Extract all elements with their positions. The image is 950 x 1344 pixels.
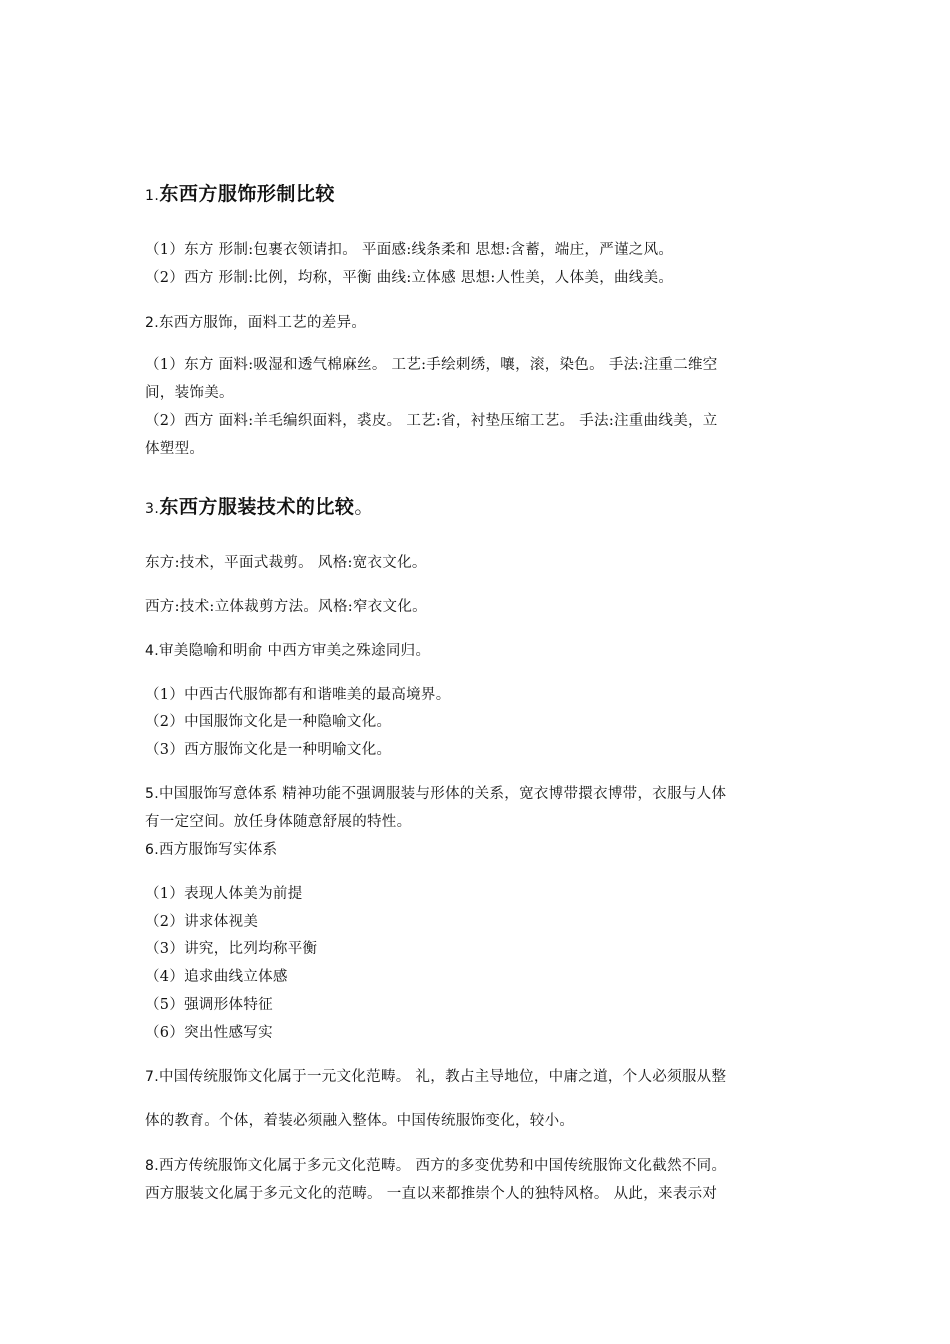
section-4-number: 4. xyxy=(145,643,159,659)
section-8-number: 8. xyxy=(145,1158,159,1174)
section-6-item: （4）追求曲线立体感 xyxy=(145,969,288,985)
section-6-item: （5）强调形体特征 xyxy=(145,997,273,1013)
section-6-item: （2）讲求体视美 xyxy=(145,914,259,930)
section-2-item: （1）东方 面料:吸湿和透气棉麻丝。 工艺:手绘刺绣，嚷，滚，染色。 手法:注重二维空 xyxy=(145,357,718,373)
section-1-heading xyxy=(145,181,335,209)
section-6-item: （1）表现人体美为前提 xyxy=(145,886,303,902)
section-5-line: 有一定空间。放任身体随意舒展的特性。 xyxy=(145,814,412,830)
section-7-line: 体的教育。个体，着装必须融入整体。中国传统服饰变化，较小。 xyxy=(145,1113,575,1129)
section-7-line xyxy=(145,1067,726,1087)
section-4-item: （1）中西古代服饰都有和谐唯美的最高境界。 xyxy=(145,687,451,703)
section-2-title: 东西方服饰，面料工艺的差异。 xyxy=(158,315,367,331)
section-3-number: 3. xyxy=(145,501,160,517)
section-8-text: 西方传统服饰文化属于多元文化范畴。 西方的多变优势和中国传统服饰文化截然不同。 xyxy=(158,1158,727,1174)
section-1-title: 东西方服饰形制比较 xyxy=(159,183,335,205)
section-7-number: 7. xyxy=(145,1069,159,1085)
section-3-heading xyxy=(145,494,374,522)
section-7-text: 中国传统服饰文化属于一元文化范畴。 礼，教占主导地位，中庸之道，个人必须服从整 xyxy=(158,1069,727,1085)
section-2-heading xyxy=(145,313,366,333)
section-4-title: 审美隐喻和明俞 中西方审美之殊途同归。 xyxy=(158,643,431,659)
section-1-item: （2）西方 形制:比例，均称，平衡 曲线:立体感 思想:人性美，人体美，曲线美。 xyxy=(145,270,674,286)
section-1-item: （1）东方 形制:包裹衣领请扣。 平面感:线条柔和 思想:含蓄，端庄，严谨之风。 xyxy=(145,242,674,258)
section-3-item: 西方:技术:立体裁剪方法。风格:窄衣文化。 xyxy=(145,599,427,615)
section-3-item: 东方:技术，平面式裁剪。 风格:宽衣文化。 xyxy=(145,555,427,571)
section-5-line xyxy=(145,784,726,804)
section-8-line: 西方服装文化属于多元文化的范畴。 一直以来都推崇个人的独特风格。 从此，来表示对 xyxy=(145,1186,718,1202)
section-6-item: （6）突出性感写实 xyxy=(145,1025,273,1041)
section-6-item: （3）讲究，比列均称平衡 xyxy=(145,941,318,957)
section-6-title: 西方服饰写实体系 xyxy=(158,842,278,858)
section-2-number: 2. xyxy=(145,315,159,331)
section-3-title: 东西方服装技术的比较 xyxy=(159,496,355,518)
section-2-item: 间，装饰美。 xyxy=(145,385,234,401)
section-1-number: 1. xyxy=(145,188,160,204)
section-4-item: （2）中国服饰文化是一种隐喻文化。 xyxy=(145,714,392,730)
section-2-item: 体塑型。 xyxy=(145,441,205,457)
section-5-text: 中国服饰写意体系 精神功能不强调服装与形体的关系，宽衣博带擐衣博带，衣服与人体 xyxy=(158,786,727,802)
section-5-number: 5. xyxy=(145,786,159,802)
section-6-number: 6. xyxy=(145,842,159,858)
section-8-line xyxy=(145,1156,726,1176)
section-6-heading xyxy=(145,840,277,860)
section-3-title-tail: 。 xyxy=(354,496,374,518)
section-4-item: （3）西方服饰文化是一种明喻文化。 xyxy=(145,742,392,758)
section-4-heading xyxy=(145,641,430,661)
section-2-item: （2）西方 面料:羊毛编织面料，裘皮。 工艺:省，衬垫压缩工艺。 手法:注重曲线美，立 xyxy=(145,413,718,429)
